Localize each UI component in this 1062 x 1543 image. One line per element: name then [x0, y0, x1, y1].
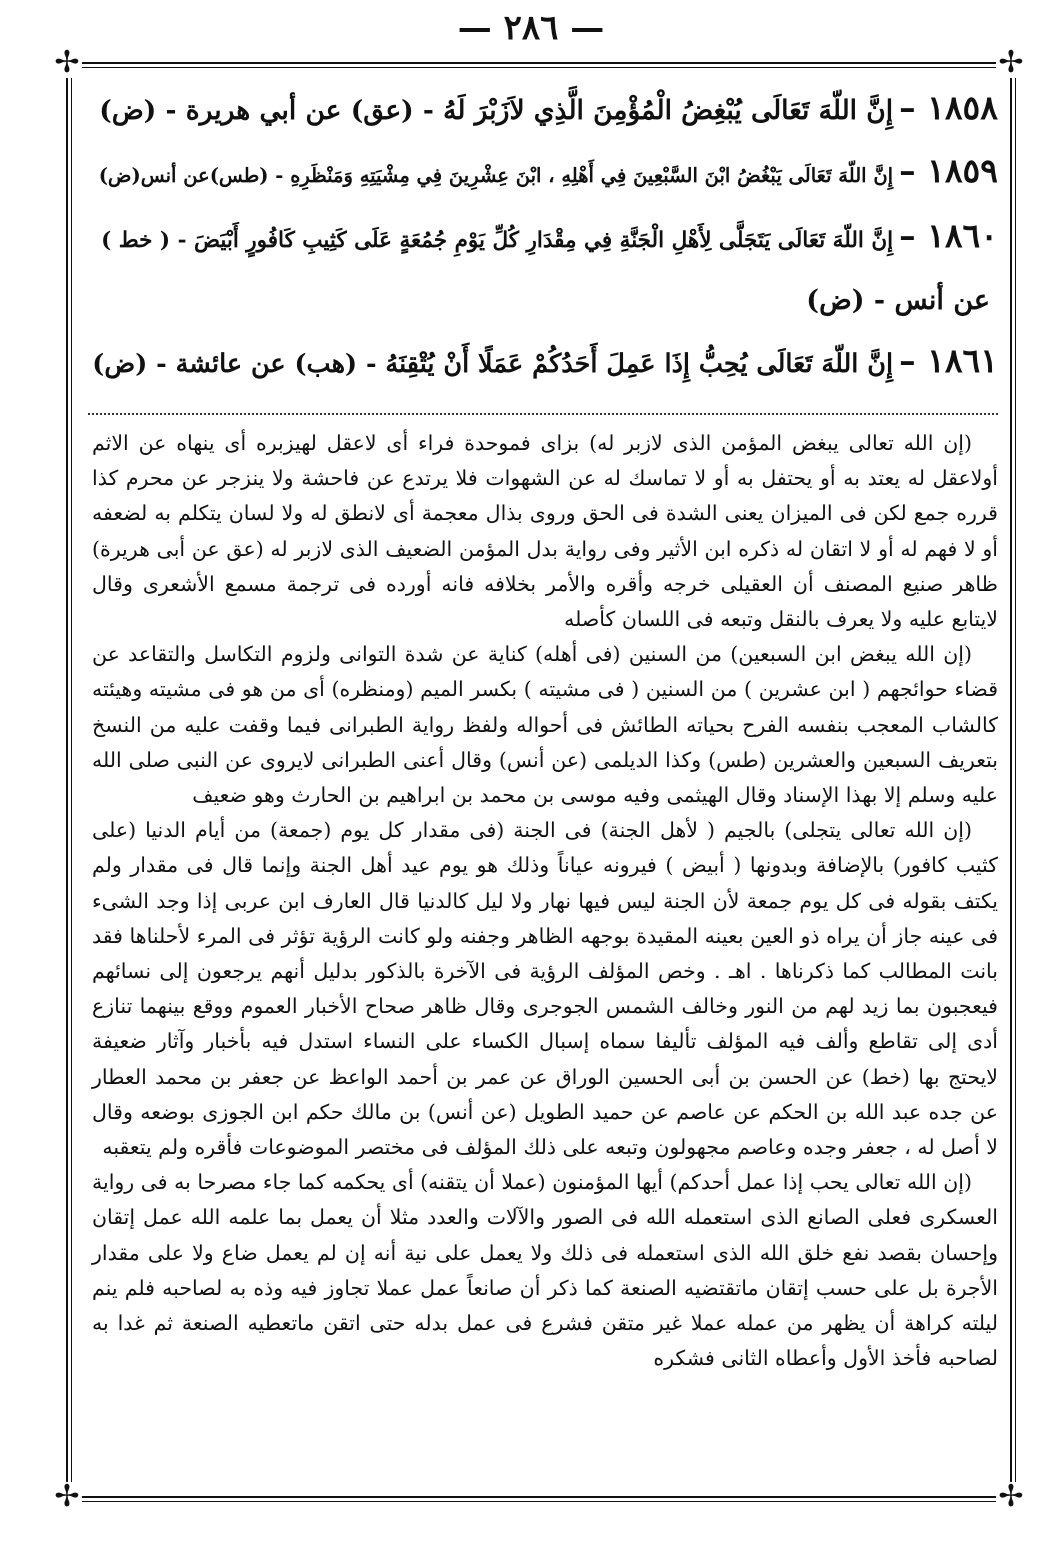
frame-bottom-border [66, 1496, 1010, 1498]
section-divider [88, 413, 998, 415]
commentary [92, 426, 998, 1376]
commentary-paragraph: (إن الله يبغض ابن السبعين) من السنين (فى أهله) كناية عن شدة التوانى ولزوم التكاسل والتقاعد عن قضاء حوائجهم ( ابن عشرين ) من السنين ( فى مشيته ) بكسر الميم (ومنظره) أى من هو فى مشيته وهيئته كالشاب المعجب بنفسه الفرح بحياته الطائش فى أحواله ولفظ رواية الطبرانى فيما وقفت عليه من النسخ بتعريف السبعين والعشرين (طس) وكذا الديلمى (عن أنس) وقال أعنى الطبرانى لايروى عن النبى صلى الله عليه وسلم إلا بهذا الإسناد وقال الهيثمى وفيه موسى بن محمد بن ابراهيم بن الحارث وهو ضعيف [92, 642, 998, 808]
frame-top-border [66, 62, 1010, 64]
hadith-1860 [88, 206, 998, 271]
hadith-1860-continuation: عن أنس - (ض) [806, 285, 990, 316]
corner-ornament-icon: ✢ [996, 48, 1026, 78]
hadith-text: إِنَّ اللّهَ تَعَالَى يَتَجَلَّى لِأَهْلِ الْجَنَّةِ فِي مِقْدَارِ كُلِّ يَوْمِ جُمُعَةٍ عَلَى كَثِيبِ كَافُورٍ أَبْيَضَ - ( خط ) [101, 228, 894, 253]
commentary-paragraph: (إن الله تعالى يحب إذا عمل أحدكم) أيها المؤمنون (عملا أن يتقنه) أى يحكمه كما جاء مصرحا به فى رواية العسكرى فعلى الصانع الذى استعمله الله فى الصور والآلات والعدد مثلا أن يعمل بما علمه الله عمل إتقان وإحسان بقصد نفع خلق الله الذى استعمله فى ذلك ولا يعمل على نية أنه إن لم يعمل ضاع ولا على مقدار الأجرة بل على حسب إتقان ماتقتضيه الصنعة كما ذكر أن صانعاً عمل عملا تجاوز فيه وذه به لصاحبه فلم ينم ليلته كراهة أن يظهر من عمله عملا غير متقن فشرع فى عمل بدله حتى اتقن ماتعطيه الصنعة ثم غدا به لصاحبه فأخذ الأول وأعطاه الثانى فشكره [92, 1170, 998, 1371]
corner-ornament-icon: ✢ [52, 48, 82, 78]
hadith-text: إِنَّ اللّهَ تَعَالَى يُحِبُّ إِذَا عَمِلَ أَحَدُكُمْ عَمَلًا أَنْ يُتْقِنَهُ - (هب) عن عائشة - (ض) [92, 349, 894, 379]
frame-left-border [66, 62, 68, 1496]
hadith-number: ١٨٦١ – [899, 341, 998, 380]
page-number: — ٢٨٦ — [457, 8, 605, 48]
frame-right-border [1010, 62, 1012, 1496]
hadith-number: ١٨٦٠ – [899, 216, 998, 255]
commentary-paragraph: (إن الله تعالى يتجلى) بالجيم ( لأهل الجنة) فى الجنة (فى مقدار كل يوم (جمعة) من أيام الدنيا (على كثيب كافور) بالإضافة وبدونها ( أبيض ) فيرونه عياناً وذلك هو يوم عيد أهل الجنة وإنما قال فى مقدار ولم يكتف بقوله فى كل يوم جمعة لأن الجنة ليس فيها نهار ولا ليل كالدنيا قال العارف ابن عربى إذا وجد الشىء فى عينه جاز أن يراه ذو العين بعينه المقيدة بوجهه الظاهر وجفنه ولو كانت الرؤية تؤثر فى المرء لأحلناها فقد بانت المطالب كما ذكرناها . اهـ . وخص المؤلف الرؤية فى الآخرة بالذكور بدليل أنهم يرجعون إلى نسائهم فيعجبون بما زيد لهم من النور وخالف الشمس الجوجرى وقال ظاهر صحاح الأخبار العموم ووقع بينهما تنازع أدى إلى تقاطع وألف فيه المؤلف تأليفا سماه إسبال الكساء على النساء استدل فيه بأخبار وآثار ضعيفة لايحتج بها (خط) عن الحسن بن أبى الحسين الوراق عن عمر بن أحمد الواعظ عن جعفر بن محمد العطار عن جده عبد الله بن الحكم عن عاصم عن حميد الطويل (عن أنس) بن مالك حكم ابن الجوزى بوضعه وقال لا أصل له ، جعفر وجده وعاصم مجهولون وتبعه على ذلك المؤلف فى مختصر الموضوعات فأقره ولم يتعقبه [92, 818, 998, 1160]
hadith-1861 [88, 331, 998, 394]
commentary-paragraph: (إن الله تعالى يبغض المؤمن الذى لازبر له) بزاى فموحدة فراء أى لاعقل لهيزبره أى ينهاه عن الاثم أولاعقل له يعتد به أو يحتفل به أو لا تماسك له عن الشهوات فلا يرتدع عن فاحشة ولا ينزجر عن محرم كذا قرره جمع لكن فى الميزان يعنى الشدة فى الحق وروى بذال معجمة أى لانطق له ولا لسان يتكلم به لضعفه أو لا فهم له أو لا اتقان له ذكره ابن الأثير وفى رواية بدل المؤمن الضعيف الذى لازبر له (عق عن أبى هريرة) ظاهر صنيع المصنف أن العقيلى خرجه وأقره والأمر بخلافه فانه أورده فى ترجمة مسمع الأشعرى وقال لايتابع عليه ولا يعرف بالنقل وتبعه فى اللسان كأصله [92, 431, 998, 632]
hadith-number: ١٨٥٩ – [899, 151, 998, 190]
hadith-text: إِنَّ اللّهَ تَعَالَى يَبْغُضُ ابْنَ السَّبْعِينَ فِي أَهْلِهِ ، ابْنَ عِشْرِينَ فِي مِشْيَتِهِ وَمَنْظَرِهِ - (طس)عن أنس(ض) [98, 164, 894, 187]
hadith-number: ١٨٥٨ – [899, 88, 998, 127]
hadith-1858 [88, 78, 998, 141]
hadith-text: إِنَّ اللّهَ تَعَالَى يُبْغِضُ الْمُؤْمِنَ الَّذِي لاَزَبْرَ لَهُ - (عق) عن أبي هريرة - (ض) [99, 95, 894, 126]
hadith-list [88, 78, 998, 394]
corner-ornament-icon: ✢ [996, 1482, 1026, 1512]
hadith-1859 [88, 141, 998, 206]
corner-ornament-icon: ✢ [52, 1482, 82, 1512]
